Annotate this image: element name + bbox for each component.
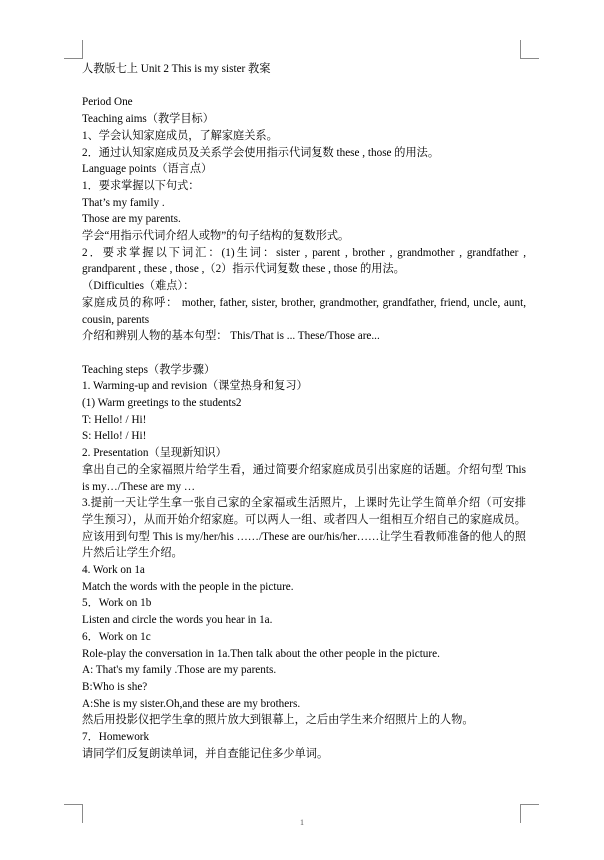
sentence-structure-note: 学会“用指示代词介绍人或物”的句子结构的复数形式。 bbox=[82, 230, 350, 243]
step-1-detail: (1) Warm greetings to the students2 bbox=[82, 397, 242, 410]
dialogue-line: S: Hello! / Hi! bbox=[82, 430, 147, 443]
document-title: 人教版七上 Unit 2 This is my sister 教案 bbox=[82, 63, 271, 75]
sentence-requirement: 1．要求掌握以下句式： bbox=[82, 179, 200, 192]
homework-detail: 请同学们反复朗读单词，并自查能记住多少单词。 bbox=[82, 747, 329, 760]
difficulties-heading: （Difficulties（难点）： bbox=[82, 280, 195, 293]
sentence-example-2: Those are my parents. bbox=[82, 213, 181, 226]
step-6-heading: 6．Work on 1c bbox=[82, 630, 151, 643]
step-5-detail: Listen and circle the words you hear in 1a. bbox=[82, 614, 273, 627]
step-7-heading: 7．Homework bbox=[82, 731, 150, 744]
step-4-heading: 4. Work on 1a bbox=[82, 564, 145, 577]
step-5-heading: 5．Work on 1b bbox=[82, 597, 152, 610]
corner-mark-top-left bbox=[64, 40, 83, 59]
sentence-example-1: That’s my family . bbox=[82, 196, 165, 209]
teaching-aims-heading: Teaching aims（教学目标） bbox=[82, 113, 214, 126]
dialogue-line: A:She is my sister.Oh,and these are my brothers. bbox=[82, 697, 301, 710]
step-4-detail: Match the words with the people in the picture. bbox=[82, 580, 294, 593]
projector-activity: 然后用投影仪把学生拿的照片放大到银幕上，之后由学生来介绍照片上的人物。 bbox=[82, 714, 474, 727]
dialogue-line: B:Who is she? bbox=[82, 680, 148, 693]
step-3-detail: 3.提前一天让学生拿一张自己家的全家福或生活照片，上课时先让学生简单介绍（可安排学生预习），从而开始介绍家庭。可以两人一组、或者四人一组相互介绍自己的家庭成员。应该用到句型 This is my/her/his ……/These are our/his/her……让学生看教师准备的他人的照片然后让学生介绍。 bbox=[82, 497, 526, 560]
blank-line bbox=[82, 345, 526, 362]
period-heading: Period One bbox=[82, 96, 133, 109]
step-6-detail: Role-play the conversation in 1a.Then talk about the other people in the picture. bbox=[82, 647, 440, 660]
step-2-heading: 2. Presentation（呈现新知识） bbox=[82, 447, 227, 460]
blank-line bbox=[82, 78, 526, 95]
step-1-heading: 1. Warming-up and revision（课堂热身和复习） bbox=[82, 380, 308, 393]
language-points-heading: Language points（语言点） bbox=[82, 163, 213, 176]
vocabulary-requirement: 2．要求掌握以下词汇：(1)生词：sister , parent , brother , grandmother , grandfather , grandparent , these , those ,（2）指示代词复数 these , those 的用法。 bbox=[82, 246, 526, 276]
page-number: 1 bbox=[300, 818, 304, 827]
dialogue-line: A: That's my family .Those are my parents. bbox=[82, 664, 277, 677]
family-member-terms: 家庭成员的称呼： mother, father, sister, brother, grandmother, grandfather, friend, uncle, aunt, cousin, parents bbox=[82, 296, 526, 326]
step-2-detail: 拿出自己的全家福照片给学生看，通过简要介绍家庭成员引出家庭的话题。介绍句型 This is my…/These are my … bbox=[82, 463, 526, 493]
basic-sentence-patterns: 介绍和辨别人物的基本句型： This/That is ... These/Those are... bbox=[82, 330, 380, 343]
dialogue-line: T: Hello! / Hi! bbox=[82, 413, 147, 426]
document-body bbox=[82, 61, 526, 763]
corner-mark-top-right bbox=[520, 40, 539, 59]
aim-2: 2．通过认知家庭成员及关系学会使用指示代词复数 these , those 的用法。 bbox=[82, 146, 440, 159]
teaching-steps-heading: Teaching steps（教学步骤） bbox=[82, 363, 216, 376]
aim-1: 1、学会认知家庭成员，了解家庭关系。 bbox=[82, 129, 278, 142]
